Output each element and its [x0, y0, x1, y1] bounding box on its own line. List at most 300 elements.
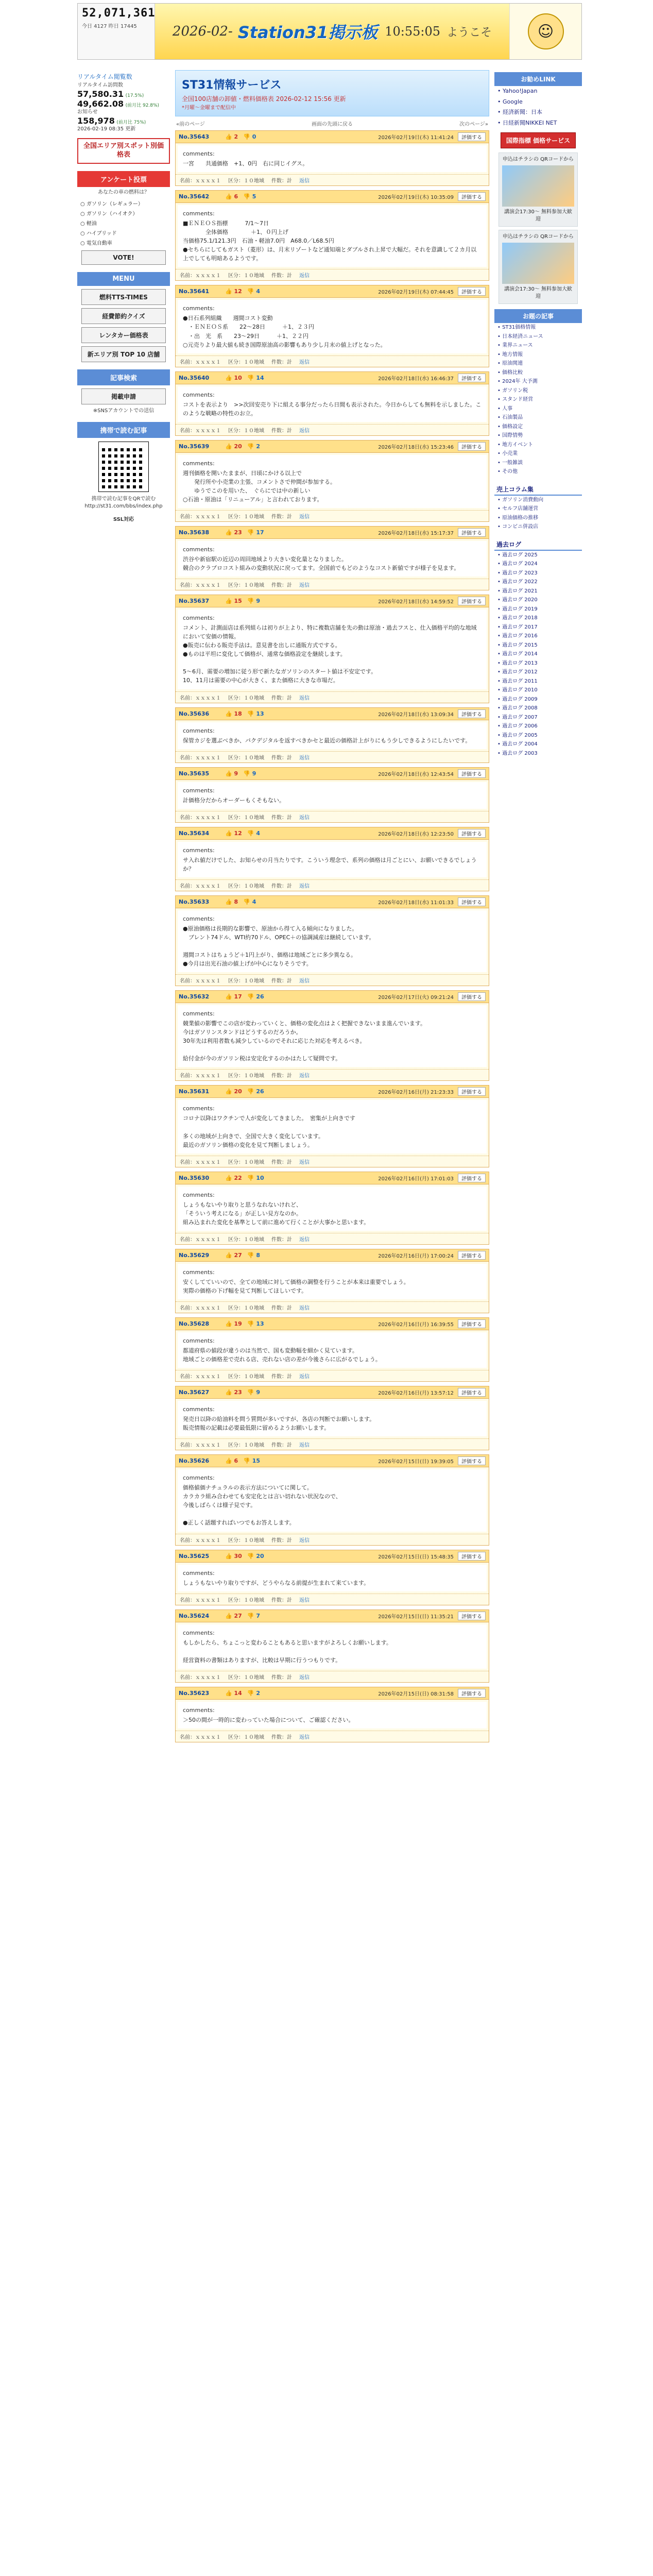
archive-item[interactable]: • 過去ログ 2005	[497, 732, 538, 738]
post-sum: 件数：計	[271, 273, 292, 279]
vote-button[interactable]: 評価する	[458, 1087, 486, 1096]
post-line: ■ＥＮＥＯＳ指標 7/1〜7日	[183, 220, 269, 227]
column-item-label: 原油価格の推移	[502, 515, 539, 521]
prev-page-link[interactable]: «前のページ	[176, 122, 205, 127]
archive-item[interactable]: • 過去ログ 2013	[497, 660, 538, 666]
vote-button[interactable]: 評価する	[458, 374, 486, 382]
vote-button[interactable]: 評価する	[458, 1456, 486, 1465]
menu-item[interactable]: 燃料TTS-TIMES	[81, 289, 166, 305]
post-text	[183, 1114, 482, 1149]
archive-item[interactable]: • 過去ログ 2004	[497, 741, 538, 747]
post-line: 計価格分だからオーダーもくそもない。	[183, 796, 285, 804]
link-item[interactable]: • 日経新聞NIKKEI NET	[497, 119, 557, 126]
reply-link[interactable]: 返信	[299, 1443, 310, 1449]
archive-item[interactable]: • 過去ログ 2006	[497, 723, 538, 729]
post-footer	[176, 691, 489, 703]
dislike-value: 0	[252, 133, 256, 140]
like-count[interactable]: 👍 27	[225, 1612, 242, 1619]
post-text	[183, 1019, 482, 1063]
survey-heading: アンケート投票	[77, 171, 170, 187]
archive-item[interactable]: • 過去ログ 2020	[497, 597, 538, 603]
reply-link[interactable]: 返信	[299, 695, 310, 701]
like-count[interactable]: 👍 30	[225, 1552, 242, 1560]
area-price-badge[interactable]: 全国エリア別スポット別価格表	[77, 138, 170, 164]
post-date: 2026年02月19日(木) 07:44:45	[378, 290, 454, 296]
vote-button[interactable]: 評価する	[458, 769, 486, 778]
category-item[interactable]: • その他	[497, 469, 518, 474]
post-date: 2026年02月17日(火) 09:21:24	[378, 995, 454, 1001]
dislike-count[interactable]: 👎 4	[247, 829, 261, 837]
post-number[interactable]: No.35638	[179, 529, 210, 536]
like-value: 20	[234, 1088, 242, 1095]
post-author: 名前：ｘｘｘｘ１	[180, 514, 221, 520]
post-header	[176, 1086, 489, 1098]
dislike-count[interactable]: 👎 5	[243, 193, 256, 200]
archive-item[interactable]: • 過去ログ 2003	[497, 750, 538, 756]
reply-link[interactable]: 返信	[299, 1597, 310, 1603]
like-count[interactable]: 👍 27	[225, 1251, 242, 1259]
category-item-label: 日本経済ニュース	[502, 333, 543, 340]
category-item-label: 人事	[502, 405, 513, 412]
vote-button[interactable]: 評価する	[458, 442, 486, 451]
post-text	[183, 314, 482, 349]
comments-label: comments:	[183, 915, 215, 922]
post-sum: 件数：計	[271, 883, 292, 889]
menu-item[interactable]: レンタカー価格表	[81, 327, 166, 343]
dislike-value: 4	[256, 288, 261, 295]
like-count[interactable]: 👍 12	[225, 288, 242, 295]
promo-card-2[interactable]	[499, 230, 578, 304]
reply-link[interactable]: 返信	[299, 755, 310, 761]
vote-button[interactable]: 評価する	[458, 829, 486, 838]
like-count[interactable]: 👍 20	[225, 1088, 242, 1095]
radio-icon[interactable]: ○	[80, 230, 87, 236]
post-card	[175, 1454, 489, 1545]
reply-link[interactable]: 返信	[299, 883, 310, 889]
dislike-count[interactable]: 👎 26	[247, 1088, 264, 1095]
menu-extra-button[interactable]: 新エリア別 TOP 10 店舗	[81, 346, 166, 362]
dislike-count[interactable]: 👎 8	[247, 1251, 261, 1259]
post-text	[183, 1716, 482, 1724]
post-area: 区分：１０地域	[228, 1159, 264, 1165]
post-number[interactable]: No.35624	[179, 1612, 210, 1619]
post-line: ●セちらにしてもガスト（菱形）は、月末リゾートなど通知端とダブルされ上昇で大幅だ。それを意識して２カ月以上でしても明暗あるようです。	[183, 246, 477, 262]
register-button[interactable]: 掲載申請	[81, 388, 166, 404]
dislike-count[interactable]: 👎 9	[243, 770, 256, 777]
category-item[interactable]: • 地方イベント	[497, 442, 534, 448]
site-banner[interactable]	[155, 4, 509, 59]
like-count[interactable]: 👍 14	[225, 1689, 242, 1697]
post-body	[178, 145, 487, 172]
dislike-count[interactable]: 👎 4	[243, 898, 256, 905]
archive-item[interactable]: • 過去ログ 2023	[497, 570, 538, 576]
like-count[interactable]: 👍 8	[225, 898, 238, 905]
post-body	[178, 1264, 487, 1299]
post-number[interactable]: No.35628	[179, 1320, 210, 1327]
survey-option-label: 軽油	[86, 221, 97, 227]
category-item[interactable]: • ガソリン税	[497, 387, 528, 394]
dislike-count[interactable]: 👎 26	[247, 993, 264, 1001]
realtime-title[interactable]: リアルタイム閲覧数	[77, 73, 132, 80]
archive-item[interactable]: • 過去ログ 2024	[497, 561, 538, 567]
post-sum: 件数：計	[271, 695, 292, 701]
mascot-icon: ☺	[509, 4, 581, 59]
post-header	[176, 191, 489, 203]
link-item-label: 日経新聞NIKKEI NET	[503, 119, 557, 126]
like-count[interactable]: 👍 18	[225, 710, 242, 717]
archive-item[interactable]: • 過去ログ 2014	[497, 651, 538, 657]
post-area: 区分：１０地域	[228, 1674, 264, 1681]
post-line: 競業値の影響でこの店が変わっていくと、価格の変化点はよく把握できないまま進んでいます。	[183, 1020, 426, 1027]
vote-button[interactable]: 評価する	[458, 192, 486, 201]
like-value: 22	[234, 1174, 242, 1181]
post-number[interactable]: No.35635	[179, 770, 210, 777]
archive-item[interactable]: • 過去ログ 2017	[497, 624, 538, 630]
dislike-count[interactable]: 👎 14	[247, 374, 264, 381]
like-count[interactable]: 👍 2	[225, 133, 238, 140]
post-line: ●原油価格は長期的な影響で、原油から得て入る傾向になりました。	[183, 925, 358, 932]
survey-option[interactable]	[77, 238, 170, 247]
post-number[interactable]: No.35643	[179, 133, 210, 140]
category-item[interactable]: • 人事	[497, 405, 513, 412]
vote-button[interactable]: 評価する	[458, 1319, 486, 1328]
archive-item[interactable]: • 過去ログ 2008	[497, 705, 538, 711]
post-footer	[176, 1233, 489, 1244]
dislike-count[interactable]: 👎 17	[247, 529, 264, 536]
archive-item[interactable]: • 過去ログ 2021	[497, 588, 538, 594]
post-header	[176, 1386, 489, 1399]
link-item[interactable]: • Yahoo!Japan	[497, 88, 538, 94]
post-header	[176, 708, 489, 720]
archive-item-label: 過去ログ 2011	[502, 678, 538, 684]
post-number[interactable]: No.35631	[179, 1088, 210, 1095]
post-author: 名前：ｘｘｘｘ１	[180, 1073, 221, 1079]
archive-item[interactable]: • 過去ログ 2018	[497, 615, 538, 621]
category-item[interactable]: • 原油関連	[497, 361, 523, 366]
post-number[interactable]: No.35641	[179, 288, 210, 295]
reply-link[interactable]: 返信	[299, 514, 310, 520]
vote-button[interactable]: 評価する	[458, 1388, 486, 1397]
column-item[interactable]: • セルフ店舗運営	[497, 506, 539, 512]
menu-item[interactable]: 経費節約クイズ	[81, 308, 166, 324]
post-text	[183, 1415, 482, 1432]
category-item-label: その他	[502, 469, 518, 474]
survey-option[interactable]	[77, 208, 170, 218]
post-card	[175, 440, 489, 522]
vote-button[interactable]: 評価する	[458, 1612, 486, 1620]
dislike-value: 26	[256, 1088, 264, 1095]
radio-icon[interactable]: ○	[80, 240, 87, 246]
stat3-label: お知らせ	[77, 109, 98, 115]
link-item-label: 経済新聞：日本	[503, 109, 542, 115]
post-header	[176, 1550, 489, 1563]
post-footer	[176, 974, 489, 986]
clock-display: 10:55:05	[385, 24, 441, 39]
column-item[interactable]: • ガソリン消費動向	[497, 497, 544, 503]
column-item[interactable]: • コンビニ併設店	[497, 524, 539, 530]
like-value: 12	[234, 829, 242, 837]
like-count[interactable]: 👍 19	[225, 1320, 242, 1327]
category-item[interactable]: • 価格設定	[497, 423, 523, 430]
archive-item[interactable]: • 過去ログ 2022	[497, 579, 538, 585]
post-date: 2026年02月15日(日) 08:31:58	[378, 1691, 454, 1697]
post-body	[178, 1005, 487, 1067]
comments-label: comments:	[183, 1268, 215, 1276]
post-number[interactable]: No.35623	[179, 1689, 210, 1697]
post-number[interactable]: No.35625	[179, 1552, 210, 1560]
reply-link[interactable]: 返信	[299, 1537, 310, 1544]
like-count[interactable]: 👍 9	[225, 770, 238, 777]
category-item[interactable]: • スタンド経営	[497, 397, 534, 402]
dislike-count[interactable]: 👎 4	[247, 288, 261, 295]
post-body	[178, 1469, 487, 1531]
reply-link[interactable]: 返信	[299, 1159, 310, 1165]
column-heading: 売上コラム集	[494, 482, 582, 496]
archive-item-label: 過去ログ 2012	[502, 669, 538, 675]
archive-item[interactable]: • 過去ログ 2015	[497, 642, 538, 648]
post-area: 区分：１０地域	[228, 1443, 264, 1449]
post-author: 名前：ｘｘｘｘ１	[180, 815, 221, 821]
reply-link[interactable]: 返信	[299, 178, 310, 184]
vote-button[interactable]: 評価する	[458, 1174, 486, 1182]
vote-button[interactable]: 評価する	[458, 1251, 486, 1260]
promo1-image	[502, 165, 574, 207]
archive-item[interactable]: • 過去ログ 2011	[497, 678, 538, 684]
post-header	[176, 440, 489, 453]
dislike-value: 15	[252, 1458, 261, 1465]
post-sum: 件数：計	[271, 1597, 292, 1603]
post-body	[178, 842, 487, 877]
category-item[interactable]: • 価格比較	[497, 369, 523, 376]
like-value: 15	[234, 598, 242, 605]
post-date: 2026年02月18日(水) 11:01:33	[378, 900, 454, 906]
price-service-button[interactable]: 国際指標 価格サービス	[501, 132, 576, 148]
archive-item[interactable]: • 過去ログ 2009	[497, 696, 538, 702]
comments-label: comments:	[183, 210, 215, 217]
vote-button[interactable]: VOTE!	[81, 250, 166, 265]
dislike-count[interactable]: 👎 2	[247, 443, 261, 450]
archive-item-label: 過去ログ 2006	[502, 723, 538, 729]
post-number[interactable]: No.35627	[179, 1389, 210, 1396]
comments-label: comments:	[183, 1010, 215, 1018]
dislike-count[interactable]: 👎 7	[247, 1612, 261, 1619]
reply-link[interactable]: 返信	[299, 428, 310, 434]
like-count[interactable]: 👍 10	[225, 374, 242, 381]
dislike-count[interactable]: 👎 9	[247, 598, 261, 605]
post-author: 名前：ｘｘｘｘ１	[180, 1537, 221, 1544]
post-area: 区分：１０地域	[228, 273, 264, 279]
like-value: 27	[234, 1251, 242, 1259]
post-line	[183, 1123, 482, 1131]
archive-item-label: 過去ログ 2015	[502, 642, 538, 648]
vote-button[interactable]: 評価する	[458, 992, 486, 1001]
archive-item[interactable]: • 過去ログ 2019	[497, 606, 538, 612]
category-item-label: スタンド経営	[502, 397, 534, 402]
reply-link[interactable]: 返信	[299, 815, 310, 821]
dislike-count[interactable]: 👎 2	[247, 1689, 261, 1697]
next-page-link[interactable]: 次のページ»	[459, 122, 488, 127]
post-author: 名前：ｘｘｘｘ１	[180, 1159, 221, 1165]
promo2-title: 申込はチラシの QRコードから	[503, 234, 574, 240]
post-date: 2026年02月18日(水) 15:23:46	[378, 444, 454, 450]
post-footer	[176, 1438, 489, 1450]
category-item[interactable]: • 小売業	[497, 451, 518, 456]
post-number[interactable]: No.35633	[179, 898, 210, 905]
post-text	[183, 1579, 482, 1587]
reply-link[interactable]: 返信	[299, 1374, 310, 1380]
reply-link[interactable]: 返信	[299, 1734, 310, 1740]
category-item[interactable]: • ST31価格情報	[497, 325, 536, 330]
category-heading: お題の記事	[494, 309, 582, 323]
welcome-text: ようこそ	[446, 26, 492, 39]
post-sum: 件数：計	[271, 1374, 292, 1380]
post-line: 発行所や小売業の主張、コメントさで仲間が参加する。	[183, 478, 336, 485]
radio-icon[interactable]: ○	[80, 221, 87, 227]
post-author: 名前：ｘｘｘｘ１	[180, 273, 221, 279]
reply-link[interactable]: 返信	[299, 1305, 310, 1311]
vote-button[interactable]: 評価する	[458, 597, 486, 605]
category-item[interactable]: • 国際情勢	[497, 433, 523, 438]
link-item[interactable]: • 経済新聞：日本	[497, 109, 542, 115]
ad-subtitle: 全国100店舗の卸値・燃料価格表 2026-02-12 15:56 更新	[182, 95, 346, 103]
vote-button[interactable]: 評価する	[458, 132, 486, 141]
dislike-count[interactable]: 👎 9	[247, 1389, 261, 1396]
ad-banner[interactable]	[175, 70, 489, 116]
archive-item-label: 過去ログ 2007	[502, 714, 538, 720]
archive-item-label: 過去ログ 2008	[502, 705, 538, 711]
stat2-note: (前月比 92.8%)	[125, 103, 160, 108]
reply-link[interactable]: 返信	[299, 359, 310, 365]
top-link[interactable]: 画面の先頭に戻る	[312, 122, 353, 127]
post-header	[176, 1172, 489, 1184]
category-item[interactable]: • 2024年 大予測	[497, 379, 538, 384]
category-item[interactable]: • 業界ニュース	[497, 343, 533, 348]
post-author: 名前：ｘｘｘｘ１	[180, 583, 221, 589]
reply-link[interactable]: 返信	[299, 1073, 310, 1079]
radio-icon[interactable]: ○	[80, 211, 87, 217]
post-card	[175, 1550, 489, 1605]
archive-item[interactable]: • 過去ログ 2016	[497, 633, 538, 639]
post-number[interactable]: No.35640	[179, 374, 210, 381]
dislike-count[interactable]: 👎 15	[243, 1458, 261, 1465]
site-header	[77, 3, 582, 60]
post-text	[183, 1638, 482, 1665]
post-author: 名前：ｘｘｘｘ１	[180, 755, 221, 761]
like-count[interactable]: 👍 6	[225, 193, 238, 200]
archive-item[interactable]: • 過去ログ 2012	[497, 669, 538, 675]
post-card	[175, 595, 489, 703]
reply-link[interactable]: 返信	[299, 978, 310, 985]
reply-link[interactable]: 返信	[299, 583, 310, 589]
dislike-count[interactable]: 👎 13	[247, 710, 264, 717]
category-item[interactable]: • 地方情報	[497, 351, 523, 358]
post-area: 区分：１０地域	[228, 1597, 264, 1603]
post-body	[178, 1187, 487, 1231]
post-line: 組み込まれた変化を基準として前に進めて行くことが大事かと思います。	[183, 1218, 370, 1226]
post-line: ＞50の間が一時的に変わっていた場合について、ご確認ください。	[183, 1716, 354, 1723]
like-count[interactable]: 👍 23	[225, 529, 242, 536]
column-item[interactable]: • 原油価格の推移	[497, 515, 539, 521]
like-count[interactable]: 👍 17	[225, 993, 242, 1001]
post-line: 全体価格 ＋1、０円上げ	[183, 229, 288, 236]
post-number[interactable]: No.35634	[179, 829, 210, 837]
reply-link[interactable]: 返信	[299, 1236, 310, 1243]
post-footer	[176, 1731, 489, 1742]
post-number[interactable]: No.35632	[179, 993, 210, 1001]
radio-icon[interactable]: ○	[80, 201, 87, 207]
survey-option[interactable]	[77, 228, 170, 238]
vote-button[interactable]: 評価する	[458, 897, 486, 906]
vote-button[interactable]: 評価する	[458, 528, 486, 537]
post-sum: 件数：計	[271, 1073, 292, 1079]
vote-button[interactable]: 評価する	[458, 709, 486, 718]
survey-question: あなたの車の燃料は？	[98, 189, 149, 195]
post-line: ・出 光 系 23〜29日 ＋1、２２円	[183, 332, 308, 340]
dislike-count[interactable]: 👎 10	[247, 1174, 264, 1181]
link-item[interactable]: • Google	[497, 98, 523, 105]
post-body	[178, 455, 487, 508]
like-count[interactable]: 👍 20	[225, 443, 242, 450]
like-count[interactable]: 👍 23	[225, 1389, 242, 1396]
like-value: 2	[234, 133, 238, 140]
like-count[interactable]: 👍 22	[225, 1174, 242, 1181]
post-area: 区分：１０地域	[228, 178, 264, 184]
archive-item-label: 過去ログ 2021	[502, 588, 538, 594]
post-sum: 件数：計	[271, 359, 292, 365]
category-item[interactable]: • 日本経済ニュース	[497, 333, 543, 340]
post-area: 区分：１０地域	[228, 359, 264, 365]
vote-button[interactable]: 評価する	[458, 1689, 486, 1698]
archive-item[interactable]: • 過去ログ 2010	[497, 687, 538, 693]
post-body	[178, 1702, 487, 1728]
reply-link[interactable]: 返信	[299, 1674, 310, 1681]
survey-option[interactable]	[77, 198, 170, 208]
promo-card-1[interactable]	[499, 152, 578, 227]
vote-button[interactable]: 評価する	[458, 1552, 486, 1561]
post-number[interactable]: No.35629	[179, 1251, 210, 1259]
archive-item[interactable]: • 過去ログ 2007	[497, 714, 538, 720]
post-author: 名前：ｘｘｘｘ１	[180, 359, 221, 365]
post-number[interactable]: No.35642	[179, 193, 210, 200]
post-card	[175, 767, 489, 823]
post-line	[183, 942, 482, 951]
like-count[interactable]: 👍 12	[225, 829, 242, 837]
post-number[interactable]: No.35637	[179, 598, 210, 605]
like-value: 23	[234, 529, 242, 536]
survey-option[interactable]	[77, 218, 170, 228]
post-number[interactable]: No.35630	[179, 1174, 210, 1181]
like-count[interactable]: 👍 15	[225, 598, 242, 605]
qr-url[interactable]: http://st31.com/bbs/index.php	[84, 503, 163, 509]
post-date: 2026年02月18日(水) 15:17:37	[378, 530, 454, 536]
post-line: サ入れ値だけでした、お知らせの月当たりです。こういう理念で、系列の価格は月ごとにい、お願いできるでしょうか？	[183, 856, 477, 872]
category-item[interactable]: • 石油製品	[497, 415, 523, 420]
category-item[interactable]: • 一般雑談	[497, 460, 523, 466]
post-number[interactable]: No.35636	[179, 710, 210, 717]
dislike-count[interactable]: 👎 0	[243, 133, 256, 140]
post-number[interactable]: No.35639	[179, 443, 210, 450]
dislike-count[interactable]: 👎 13	[247, 1320, 264, 1327]
dislike-count[interactable]: 👎 20	[247, 1552, 264, 1560]
reply-link[interactable]: 返信	[299, 273, 310, 279]
archive-item[interactable]: • 過去ログ 2025	[497, 552, 538, 558]
post-sum: 件数：計	[271, 1305, 292, 1311]
post-body	[178, 609, 487, 689]
archive-list	[494, 551, 582, 758]
vote-button[interactable]: 評価する	[458, 287, 486, 296]
like-count[interactable]: 👍 6	[225, 1458, 238, 1465]
post-number[interactable]: No.35626	[179, 1458, 210, 1465]
